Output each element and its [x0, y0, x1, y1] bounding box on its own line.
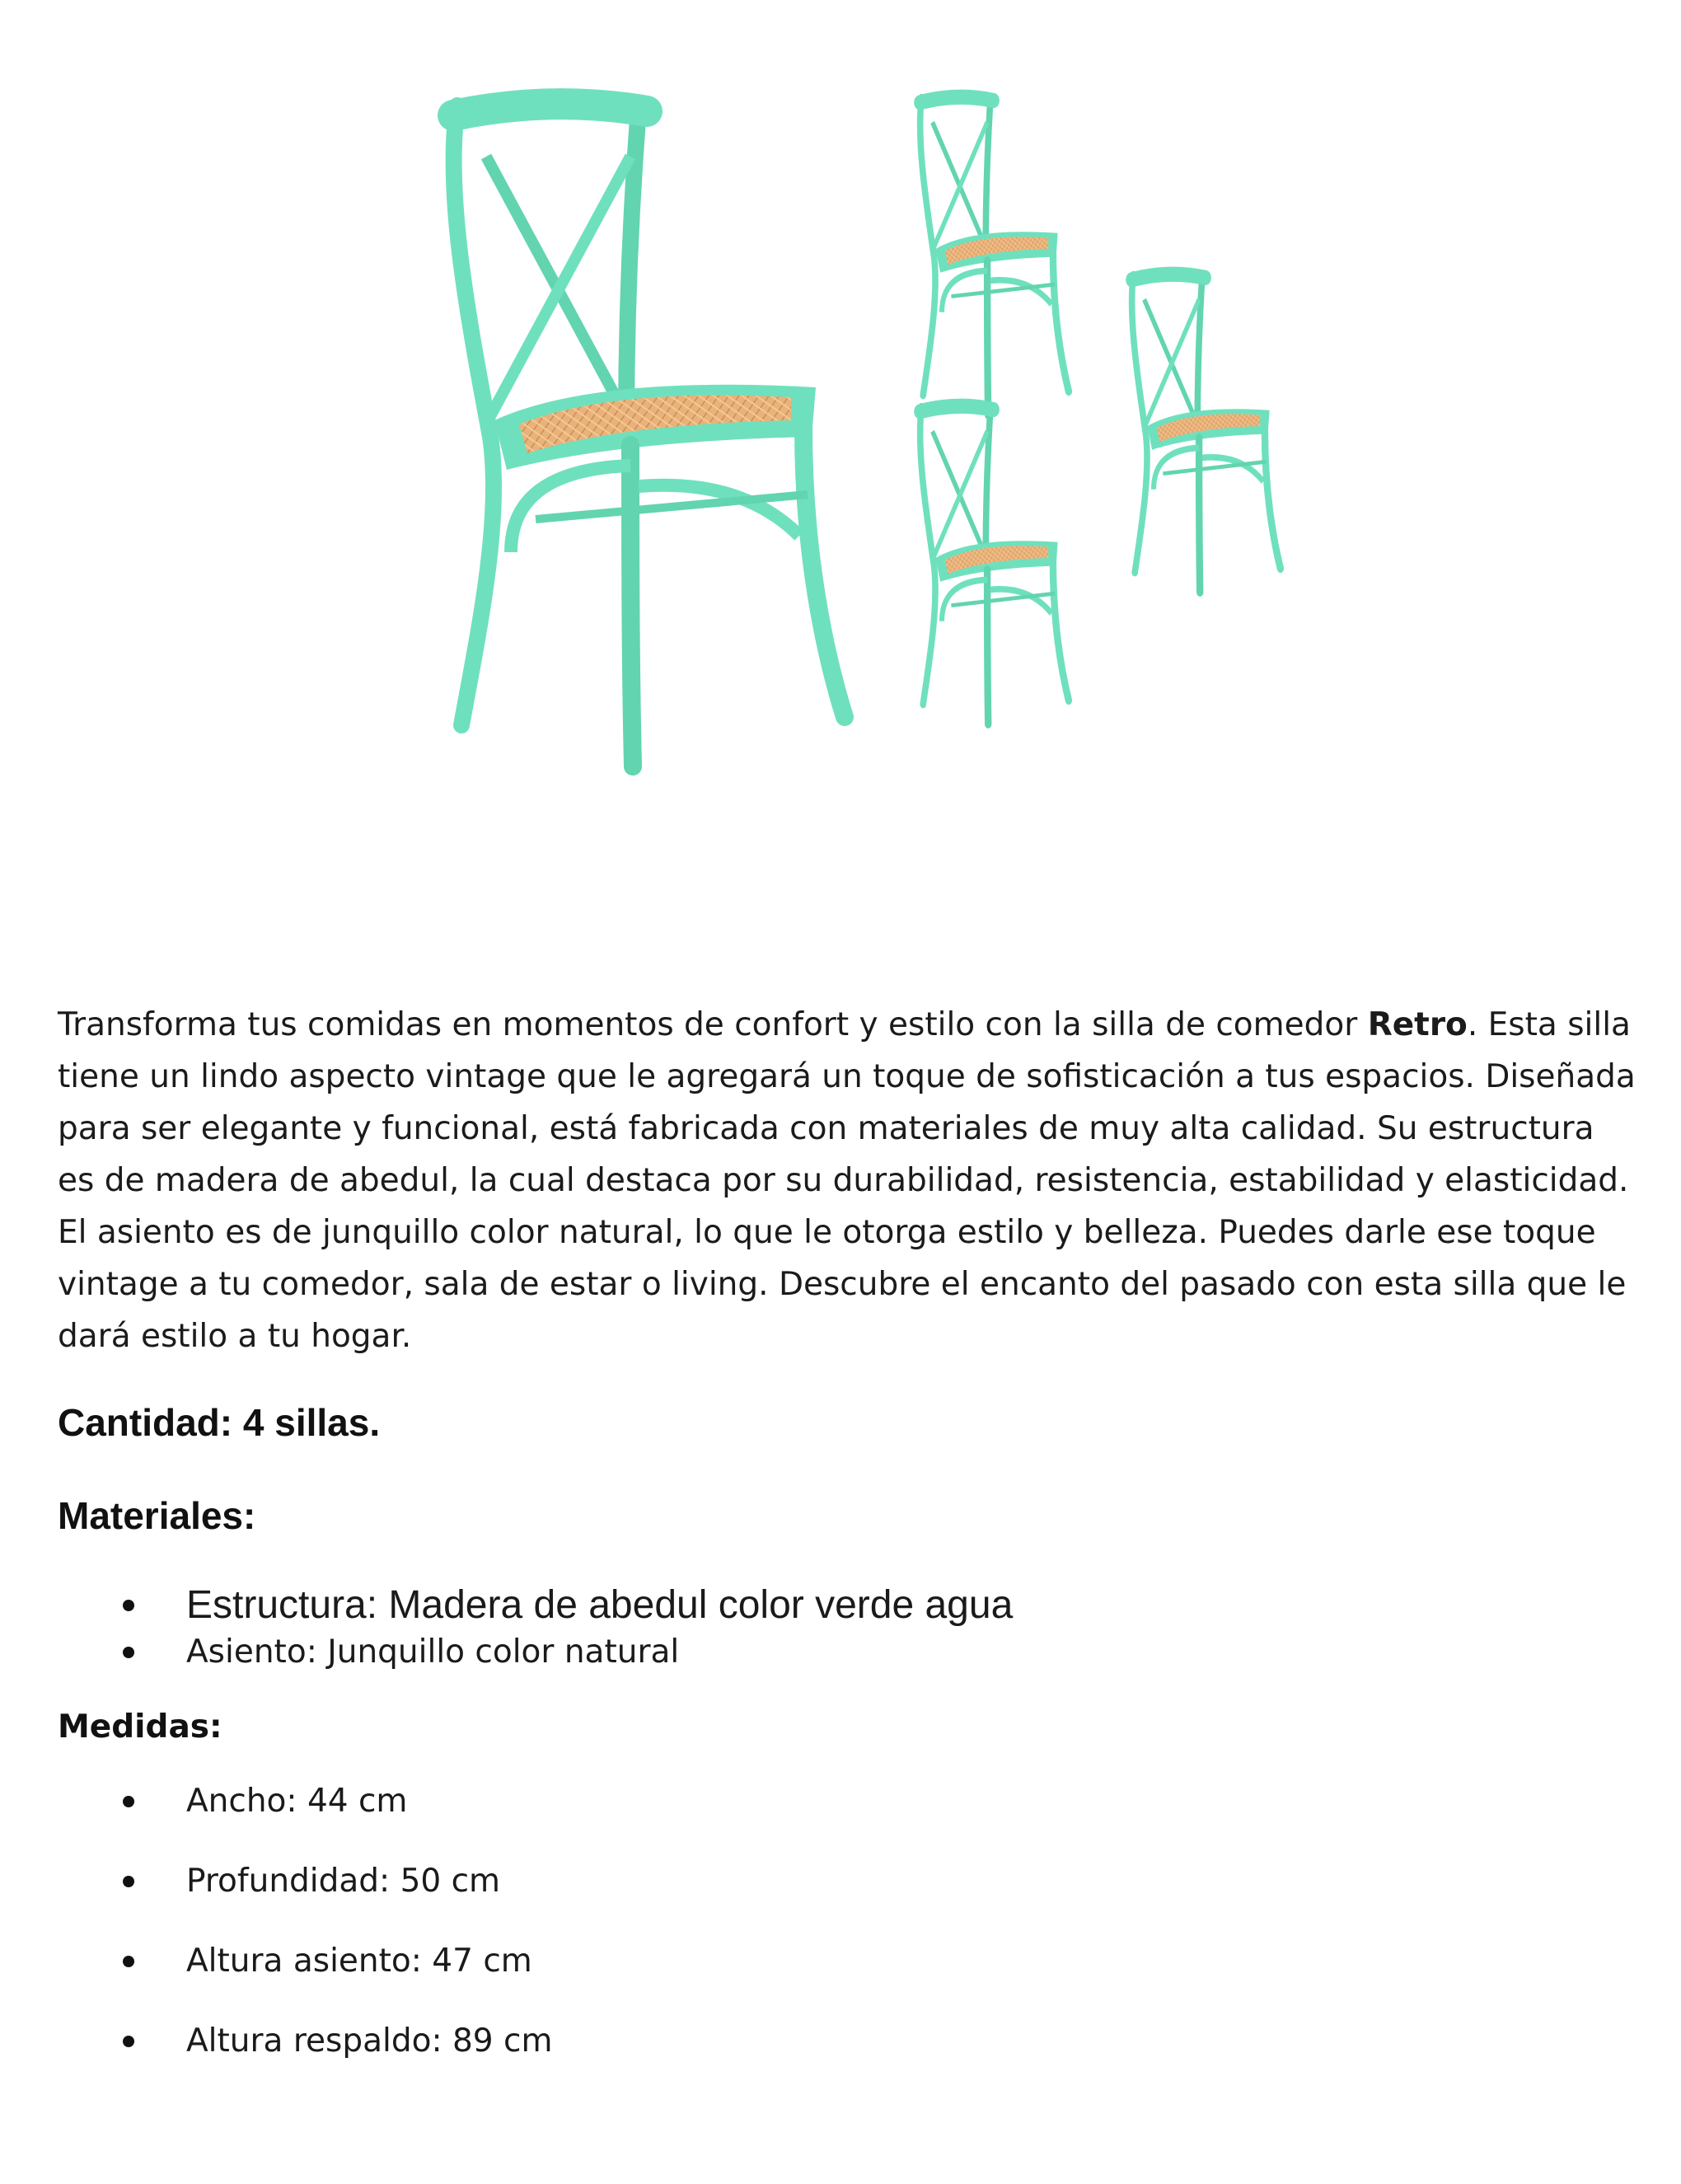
small-chair-image — [1131, 274, 1281, 593]
small-chair-image — [920, 406, 1069, 724]
list-item: Asiento: Junquillo color natural — [58, 1629, 1640, 1675]
product-description — [58, 999, 1640, 1362]
measures-list — [58, 1779, 1640, 2064]
materials-heading: Materiales: — [58, 1494, 256, 1537]
list-item: Altura asiento: 47 cm — [58, 1938, 1640, 1985]
description-text-continued: . Esta silla tiene un lindo aspecto vintage que le agregará un toque de sofisticación a tus espacios. Diseñada para ser elegante y funcional, está fabricada con materiales de muy alta calidad. Su estructura es de madera de abedul, la cual destaca por su durabilidad, resistencia, estabilidad y elasticidad. El asiento es de junquillo color natural, lo que le otorga estilo y belleza. Puedes darle ese toque vintage a tu comedor, sala de estar o living. Descubre el encanto del pasado con esta silla que le dará estilo a tu hogar. — [58, 1006, 1636, 1355]
list-item: Ancho: 44 cm — [58, 1779, 1640, 1825]
small-chair-image — [920, 97, 1069, 415]
product-description-section — [58, 999, 1640, 2098]
description-text: Transforma tus comidas en momentos de confort y estilo con la silla de comedor — [58, 1006, 1368, 1043]
product-images — [0, 0, 1681, 824]
main-chair-image — [453, 104, 845, 766]
list-item: Altura respaldo: 89 cm — [58, 2018, 1640, 2064]
list-item: Estructura: Madera de abedul color verde agua — [58, 1582, 1640, 1629]
quantity-heading: Cantidad: 4 sillas. — [58, 1401, 381, 1444]
list-item: Profundidad: 50 cm — [58, 1858, 1640, 1905]
measures-heading: Medidas: — [58, 1708, 222, 1746]
materials-list — [58, 1582, 1640, 1675]
brand-name: Retro — [1367, 1006, 1468, 1043]
